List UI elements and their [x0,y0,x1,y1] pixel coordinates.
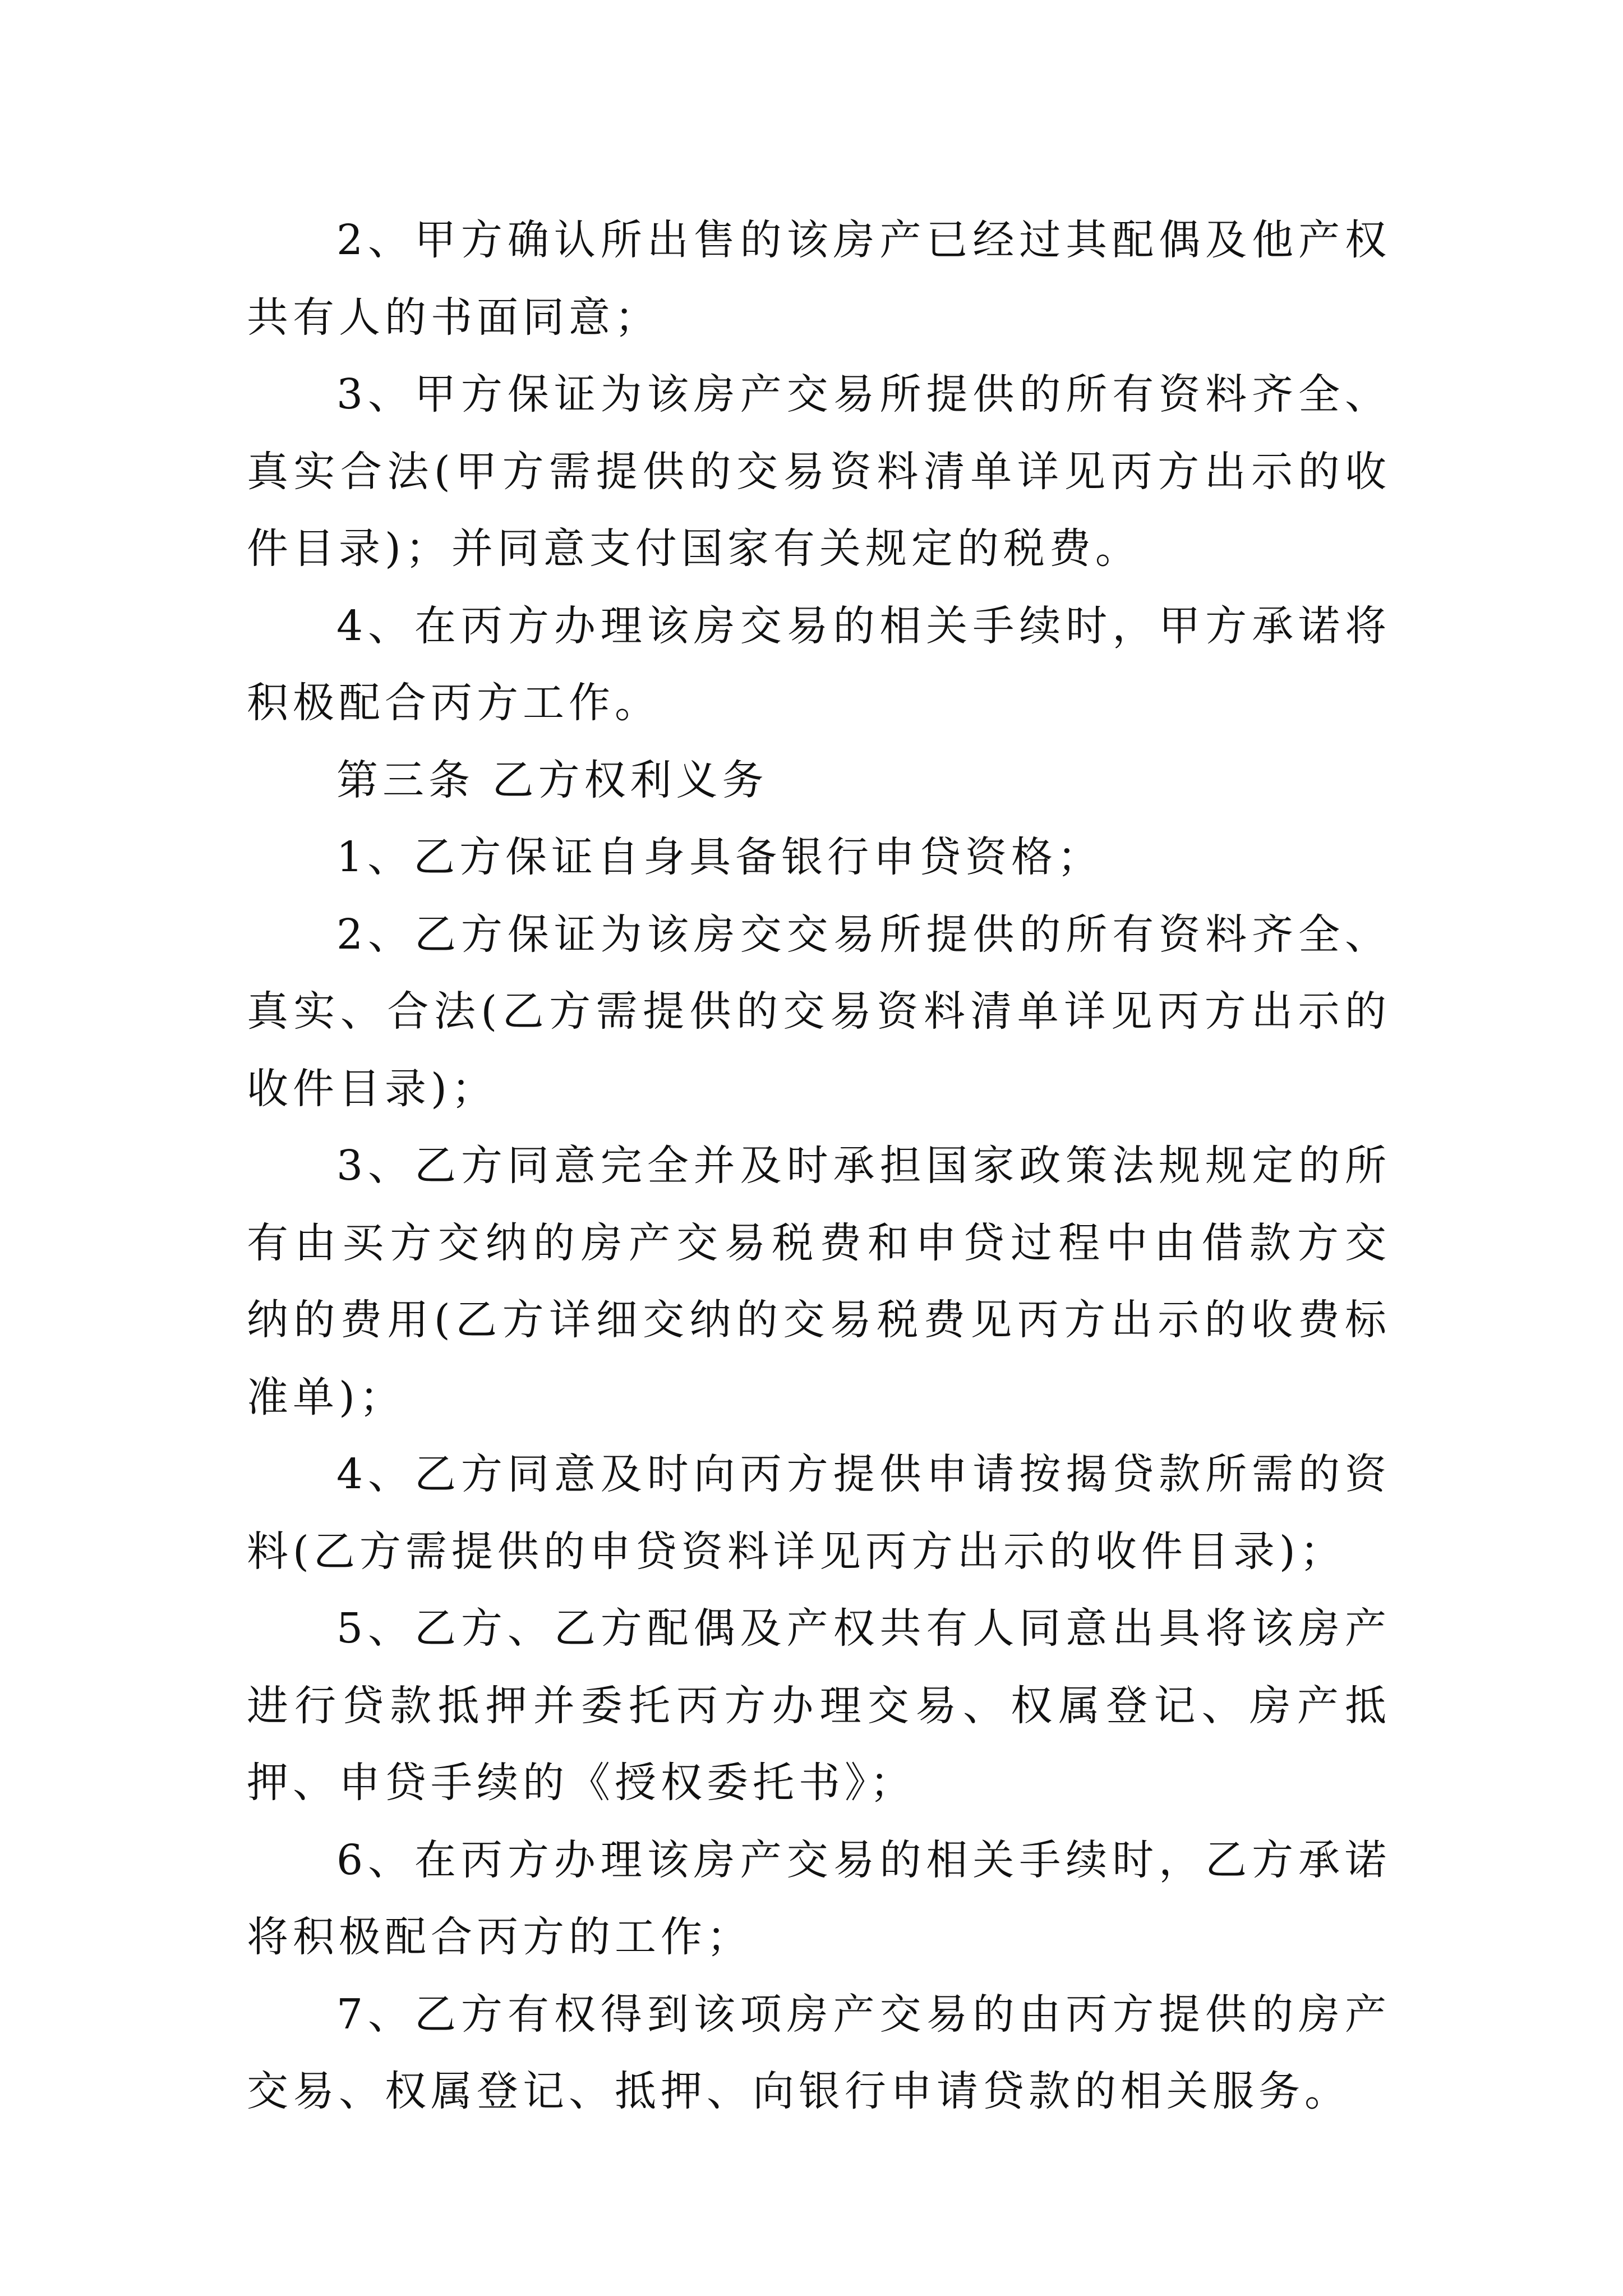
paragraph-buyer-clause-2: 2、乙方保证为该房交交易所提供的所有资料齐全、真实、合法(乙方需提供的交易资料清单详见丙方出示的收件目录)； [247,910,1391,1113]
paragraph-buyer-clause-4: 4、乙方同意及时向丙方提供申请按揭贷款所需的资料(乙方需提供的申贷资料详见丙方出示的收件目录)； [247,1450,1391,1576]
paragraph-buyer-clause-5: 5、乙方、乙方配偶及产权共有人同意出具将该房产进行贷款抵押并委托丙方办理交易、权属登记、房产抵押、申贷手续的《授权委托书》； [247,1604,1391,1807]
document-body [247,202,1391,2131]
paragraph-buyer-clause-1: 1、乙方保证自身具备银行申贷资格； [336,833,1104,881]
paragraph-seller-clause-2: 2、甲方确认所出售的该房产已经过其配偶及他产权共有人的书面同意； [247,216,1391,342]
paragraph-buyer-clause-6: 6、在丙方办理该房产交易的相关手续时，乙方承诺将积极配合丙方的工作； [247,1835,1391,1961]
paragraph-seller-clause-3: 3、甲方保证为该房产交易所提供的所有资料齐全、真实合法(甲方需提供的交易资料清单详见丙方出示的收件目录)；并同意支付国家有关规定的税费。 [247,370,1391,573]
paragraph-buyer-clause-7: 7、乙方有权得到该项房产交易的由丙方提供的房产交易、权属登记、抵押、向银行申请贷款的相关服务。 [247,1990,1391,2115]
section-heading-article-3: 第三条 乙方权利义务 [336,756,768,804]
paragraph-buyer-clause-3: 3、乙方同意完全并及时承担国家政策法规规定的所有由买方交纳的房产交易税费和申贷过程中由借款方交纳的费用(乙方详细交纳的交易税费见丙方出示的收费标准单)； [247,1142,1391,1421]
paragraph-seller-clause-4: 4、在丙方办理该房交易的相关手续时，甲方承诺将积极配合丙方工作。 [247,601,1391,727]
